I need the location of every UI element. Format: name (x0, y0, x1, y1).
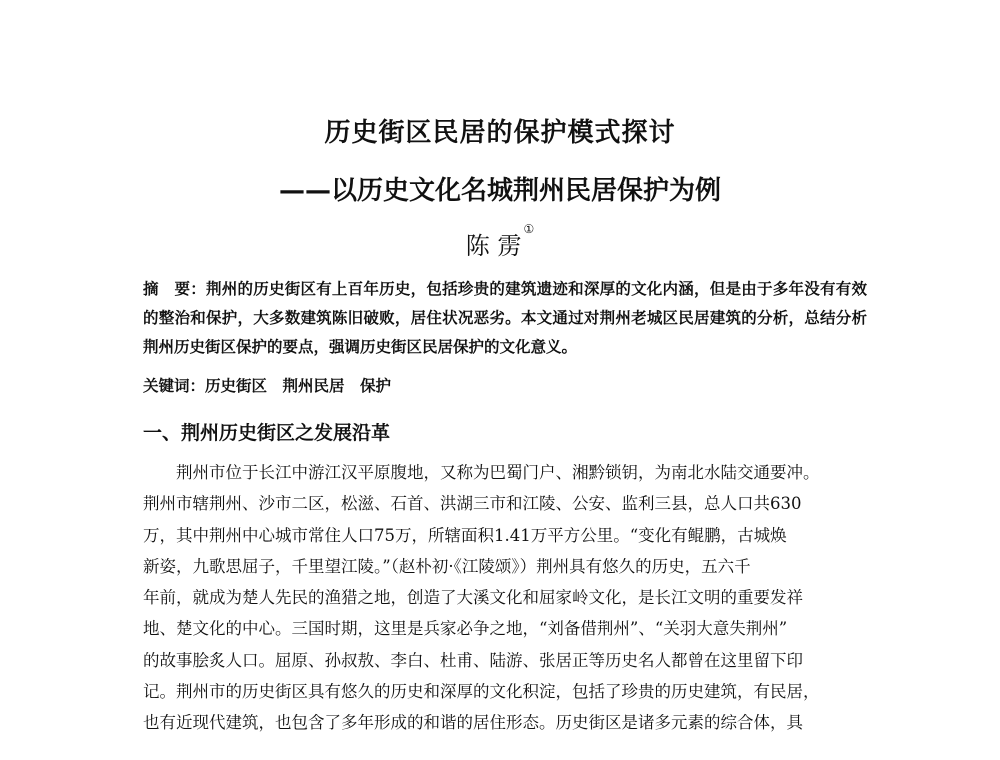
body-line: 的故事脍炙人口。屈原、孙叔敖、李白、杜甫、陆游、张居正等历史名人都曾在这里留下印 (143, 650, 803, 670)
body-line: 地、楚文化的中心。三国时期，这里是兵家必争之地，“刘备借荆州”、“关羽大意失荆州” (143, 619, 788, 639)
paper-subtitle: ——以历史文化名城荆州民居保护为例 (278, 176, 721, 206)
body-line: 万，其中荆州中心城市常住人口75万，所辖面积1.41万平方公里。“变化有鲲鹏，古城焕 (143, 525, 787, 545)
keywords (143, 372, 391, 401)
keywords-label: 关键词： (143, 377, 206, 395)
keywords-text: 历史街区 荆州民居 保护 (205, 377, 392, 395)
author-name: 陈 雳 (465, 232, 522, 260)
body-line: 新姿，九歌思屈子，千里望江陵。”（赵朴初·《江陵颂》）荆州具有悠久的历史，五六千 (143, 556, 751, 576)
author-line (0, 222, 1000, 261)
abstract (143, 275, 867, 362)
abstract-label: 摘 要： (143, 280, 206, 298)
body-line: 荆州市位于长江中游江汉平原腹地，又称为巴蜀门户、湘黔锁钥，为南北水陆交通要冲。 (176, 463, 820, 482)
body-line: 记。荆州市的历史街区具有悠久的历史和深厚的文化积淀，包括了珍贵的历史建筑，有民居， (143, 682, 820, 702)
author-footnote-mark[interactable]: ① (523, 222, 535, 236)
abstract-text: 荆州的历史街区有上百年历史，包括珍贵的建筑遗迹和深厚的文化内涵，但是由于多年没有有效的整治和保护，大多数建筑陈旧破败，居住状况恶劣。本文通过对荆州老城区民居建筑的分析，总结分析荆州历史街区保护的要点，强调历史街区民居保护的文化意义。 (143, 280, 867, 356)
section-heading: 一、荆州历史街区之发展沿革 (143, 422, 391, 444)
body-paragraph (143, 457, 867, 739)
body-line: 也有近现代建筑，也包含了多年形成的和谐的居住形态。历史街区是诸多元素的综合体，具 (143, 713, 803, 733)
body-line: 年前，就成为楚人先民的渔猎之地，创造了大溪文化和屈家岭文化，是长江文明的重要发祥 (143, 588, 803, 608)
paper-title: 历史街区民居的保护模式探讨 (324, 118, 676, 148)
body-line: 荆州市辖荆州、沙市二区，松滋、石首、洪湖三市和江陵、公安、监利三县，总人口共630 (143, 494, 802, 514)
